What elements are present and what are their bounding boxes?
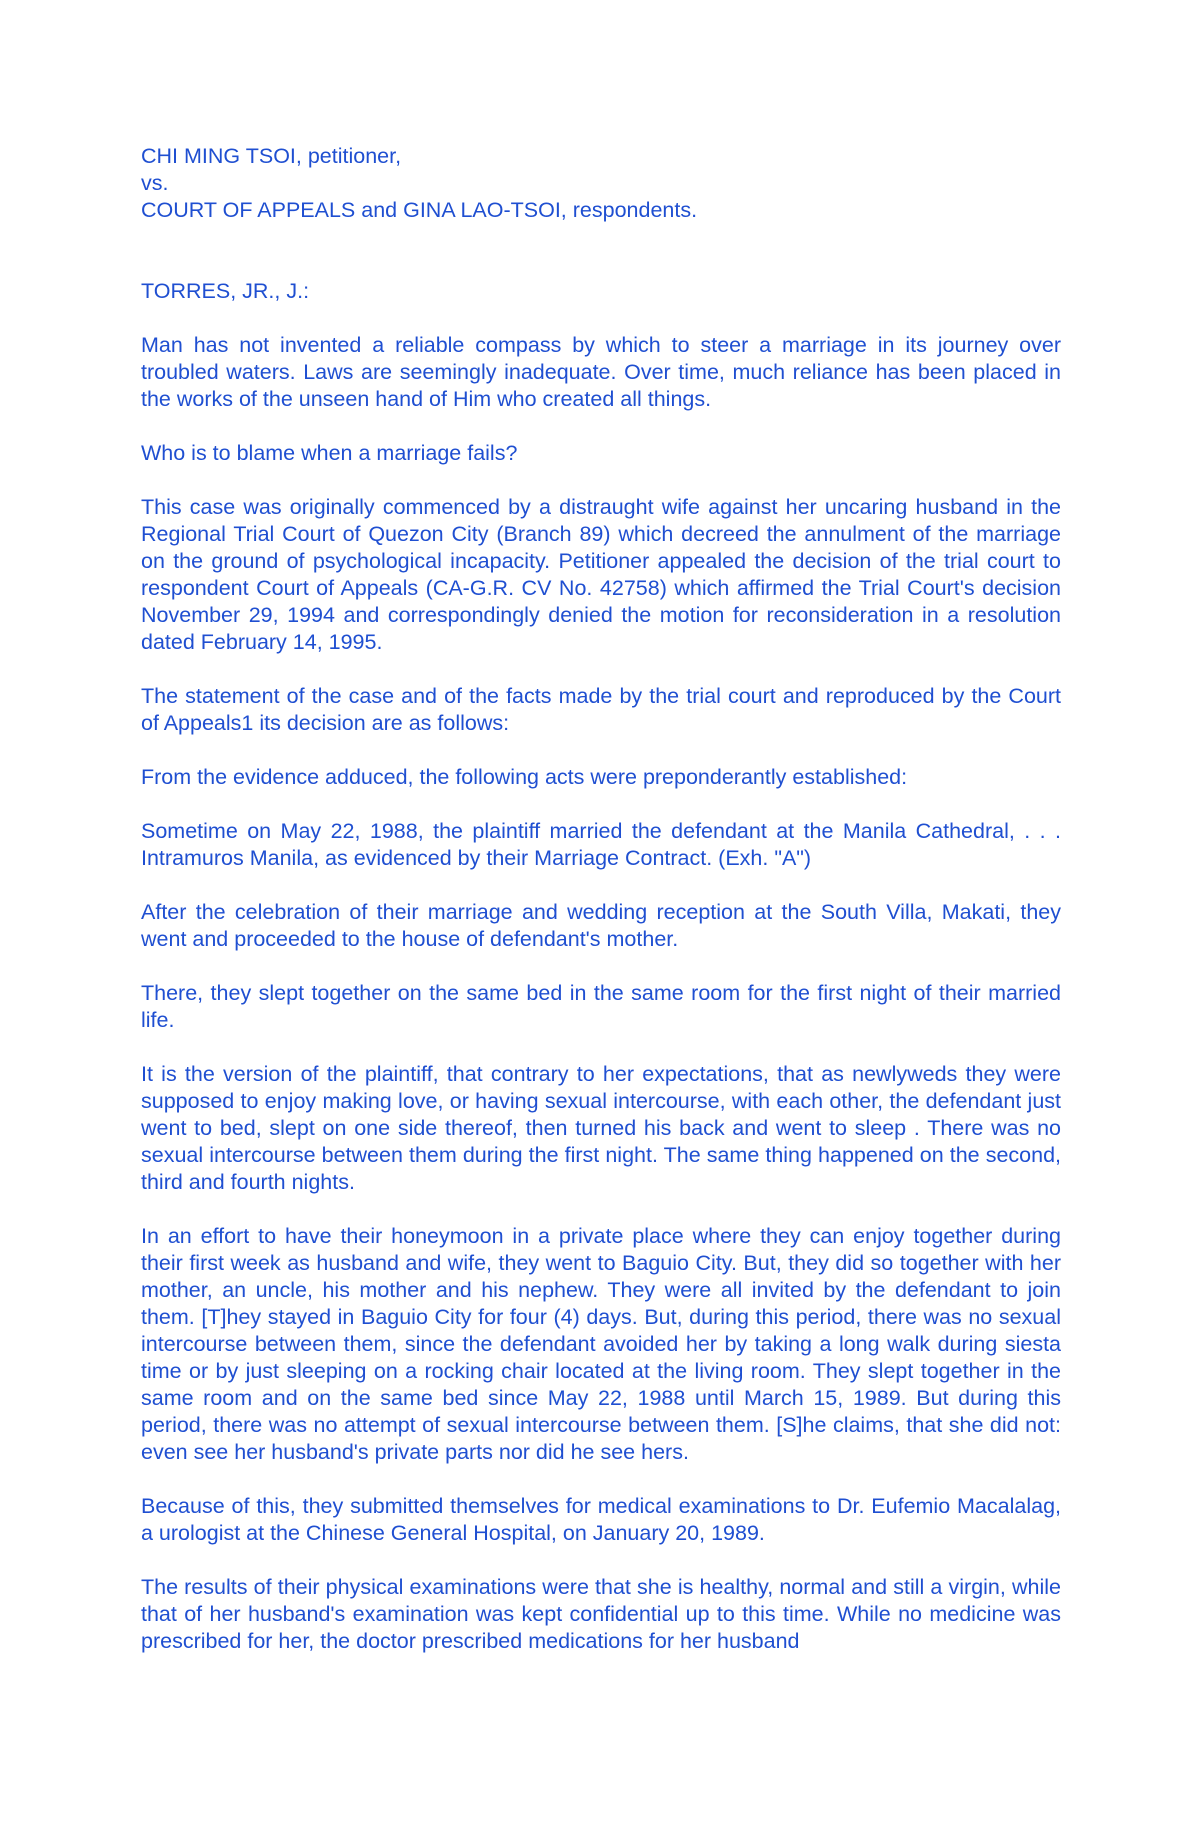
paragraph-11: Because of this, they submitted themselves for medical examinations to Dr. Eufemio Macalalag, a urologist at the Chinese General Hospital, on January 20, 1989. [141, 1494, 1061, 1545]
paragraph-1: Man has not invented a reliable compass by which to steer a marriage in its journey over troubled waters. Laws are seemingly inadequate. Over time, much reliance has been placed in the works of the unseen hand of Him who created all things. [141, 333, 1061, 411]
paragraph-2: Who is to blame when a marriage fails? [141, 441, 518, 465]
paragraph-8: There, they slept together on the same bed in the same room for the first night of their married life. [141, 981, 1061, 1032]
versus-line: vs. [141, 171, 169, 195]
respondents-line: COURT OF APPEALS and GINA LAO-TSOI, respondents. [141, 198, 698, 222]
paragraph-4: The statement of the case and of the facts made by the trial court and reproduced by the Court of Appeals1 its decision are as follows: [141, 684, 1061, 735]
ponente-block [141, 278, 1061, 305]
paragraph-12: The results of their physical examinations were that she is healthy, normal and still a virgin, while that of her husband's examination was kept confidential up to this time. While no medicine was prescribed for her, the doctor prescribed medications for her husband [141, 1575, 1061, 1653]
paragraph-9: It is the version of the plaintiff, that contrary to her expectations, that as newlyweds they were supposed to enjoy making love, or having sexual intercourse, with each other, the defendant just went to bed, slept on one side thereof, then turned his back and went to sleep . There was no sexual intercourse between them during the first night. The same thing happened on the second, third and fourth nights. [141, 1062, 1061, 1194]
ponente-line: TORRES, JR., J.: [141, 279, 310, 303]
case-caption [141, 143, 1061, 224]
paragraph-6: Sometime on May 22, 1988, the plaintiff married the defendant at the Manila Cathedral, . . . Intramuros Manila, as evidenced by their Marriage Contract. (Exh. "A") [141, 819, 1061, 870]
document-page [141, 143, 1061, 1682]
paragraph-3: This case was originally commenced by a distraught wife against her uncaring husband in the Regional Trial Court of Quezon City (Branch 89) which decreed the annulment of the marriage on the ground of psychological incapacity. Petitioner appealed the decision of the trial court to respondent Court of Appeals (CA-G.R. CV No. 42758) which affirmed the Trial Court's decision November 29, 1994 and correspondingly denied the motion for reconsideration in a resolution dated February 14, 1995. [141, 495, 1061, 654]
paragraph-5: From the evidence adduced, the following acts were preponderantly established: [141, 765, 908, 789]
petitioner-line: CHI MING TSOI, petitioner, [141, 144, 402, 168]
paragraph-7: After the celebration of their marriage and wedding reception at the South Villa, Makati, they went and proceeded to the house of defendant's mother. [141, 900, 1061, 951]
paragraph-10: In an effort to have their honeymoon in a private place where they can enjoy together during their first week as husband and wife, they went to Baguio City. But, they did so together with her mother, an uncle, his mother and his nephew. They were all invited by the defendant to join them. [T]hey stayed in Baguio City for four (4) days. But, during this period, there was no sexual intercourse between them, since the defendant avoided her by taking a long walk during siesta time or by just sleeping on a rocking chair located at the living room. They slept together in the same room and on the same bed since May 22, 1988 until March 15, 1989. But during this period, there was no attempt of sexual intercourse between them. [S]he claims, that she did not: even see her husband's private parts nor did he see hers. [141, 1224, 1061, 1464]
